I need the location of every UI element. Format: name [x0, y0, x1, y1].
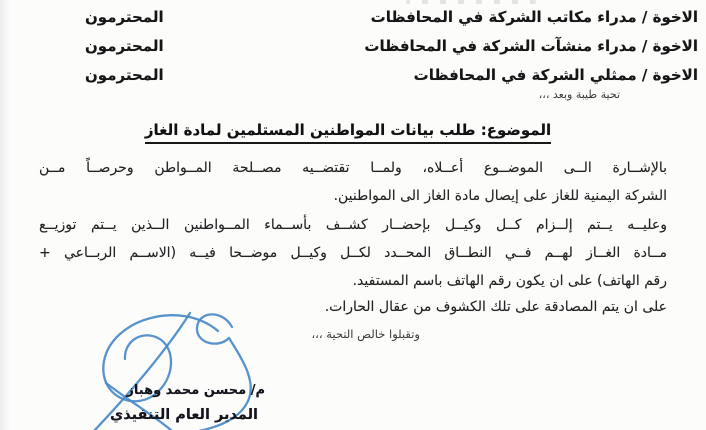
honorific-label: المحترمون: [85, 8, 164, 26]
body-line: الشركة اليمنية للغاز على إيصال مادة الغاز الى المواطنين.: [333, 188, 667, 204]
subject-row: [60, 120, 636, 144]
signatory-name: م/ محسن محمد وهباز: [126, 383, 265, 398]
scan-artifact: [406, 0, 536, 4]
body-line: وعليــه يــتم إلــزام كــل وكيــل بإحضــار كشــف بأســماء المــواطنين الــذين يــتم توزيــع: [39, 217, 667, 233]
honorific-label: المحترمون: [85, 66, 164, 84]
subject-line: الموضوع: طلب بيانات المواطنين المستلمين لمادة الغاز: [145, 121, 551, 144]
recipient-line: الاخوة / مدراء مكاتب الشركة في المحافظات: [370, 8, 698, 26]
scan-edge-shadow: [0, 0, 10, 430]
body-line: بالإشــارة الــى الموضــوع أعــلاه، ولمــا تقتضــيه مصــلحة المــواطن وحرصــاً مــن: [39, 160, 667, 176]
honorific-label: المحترمون: [85, 37, 164, 55]
signatory-title: المدير العام التنفيذي: [109, 407, 258, 423]
recipient-line: الاخوة / ممثلي الشركة في المحافظات: [413, 66, 698, 84]
body-line: على ان يتم المصادقة على تلك الكشوف من عقال الحارات.: [324, 299, 667, 315]
body-line: مــادة الغــاز لهــم فــي النطــاق المحــدد لكــل وكيــل موضــحا فيــه (الاســم الربــاعي +: [39, 245, 667, 261]
recipient-row: [0, 8, 706, 30]
recipient-line: الاخوة / مدراء منشآت الشركة في المحافظات: [364, 37, 698, 55]
recipient-row: [0, 66, 706, 88]
body-line: رقم الهاتف) على ان يكون رقم الهاتف باسم المستفيد.: [352, 273, 667, 289]
greeting-line: تحية طيبة وبعد ،،،: [538, 88, 620, 101]
recipient-row: [0, 37, 706, 59]
closing-line: وتقبلوا خالص التحية ،،،: [311, 327, 420, 341]
